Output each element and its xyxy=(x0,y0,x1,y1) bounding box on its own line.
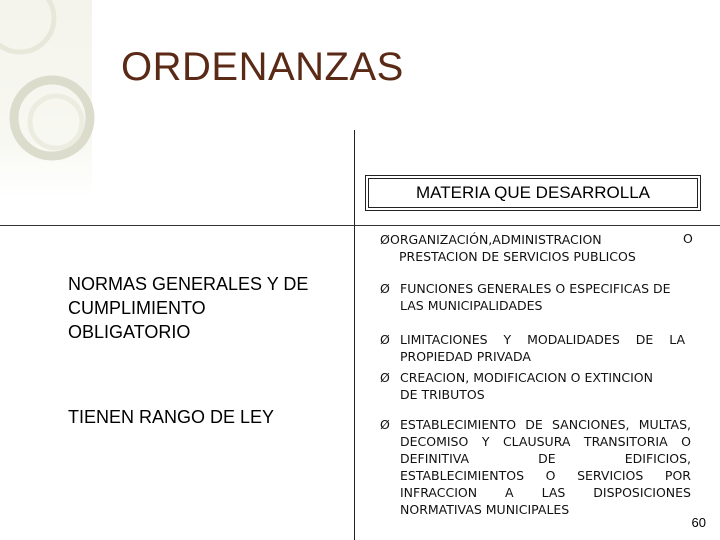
item-line: DECOMISO Y CLAUSURA TRANSITORIA O xyxy=(400,434,691,449)
item-line: INFRACCION A LAS DISPOSICIONES xyxy=(400,485,691,500)
page-number: 60 xyxy=(691,515,706,530)
item-line: LIMITACIONES Y MODALIDADES DE LA xyxy=(400,332,685,347)
list-item xyxy=(380,369,676,405)
vertical-divider xyxy=(354,130,355,540)
item-line: NORMATIVAS MUNICIPALES xyxy=(400,502,570,517)
item-line: ESTABLECIMIENTOS O SERVICIOS POR xyxy=(400,468,691,483)
decorative-circles xyxy=(0,0,140,200)
item-line: LAS MUNICIPALIDADES xyxy=(400,298,543,313)
horizontal-divider xyxy=(0,225,720,226)
list-item xyxy=(380,331,685,367)
materia-header xyxy=(368,178,698,208)
rango-text: TIENEN RANGO DE LEY xyxy=(68,407,275,427)
arrow-bullet-icon: Ø xyxy=(380,370,390,385)
item-line: CREACION, MODIFICACION O EXTINCION xyxy=(400,370,653,385)
materia-header-label: MATERIA QUE DESARROLLA xyxy=(416,183,650,202)
arrow-bullet-icon: Ø xyxy=(380,232,390,247)
list-item xyxy=(380,280,680,316)
page-title: ORDENANZAS xyxy=(121,45,404,89)
list-item xyxy=(380,416,691,520)
item-line: DE TRIBUTOS xyxy=(400,387,485,402)
item-suffix: O xyxy=(683,231,693,246)
arrow-bullet-icon: Ø xyxy=(380,417,390,432)
arrow-bullet-icon: Ø xyxy=(380,332,390,347)
normas-text: NORMAS GENERALES Y DE CUMPLIMIENTO OBLIGATORIO xyxy=(68,274,309,342)
item-line: ESTABLECIMIENTO DE SANCIONES, MULTAS, xyxy=(400,417,691,432)
item-line: DEFINITIVA DE EDIFICIOS, xyxy=(400,451,691,466)
list-item xyxy=(380,231,676,267)
item-line: PRESTACION DE SERVICIOS PUBLICOS xyxy=(399,249,636,264)
arrow-bullet-icon: Ø xyxy=(380,281,390,296)
item-line: PROPIEDAD PRIVADA xyxy=(400,349,531,364)
item-line: ORGANIZACIÓN,ADMINISTRACION xyxy=(390,232,602,247)
item-line: FUNCIONES GENERALES O ESPECIFICAS DE xyxy=(400,281,671,296)
